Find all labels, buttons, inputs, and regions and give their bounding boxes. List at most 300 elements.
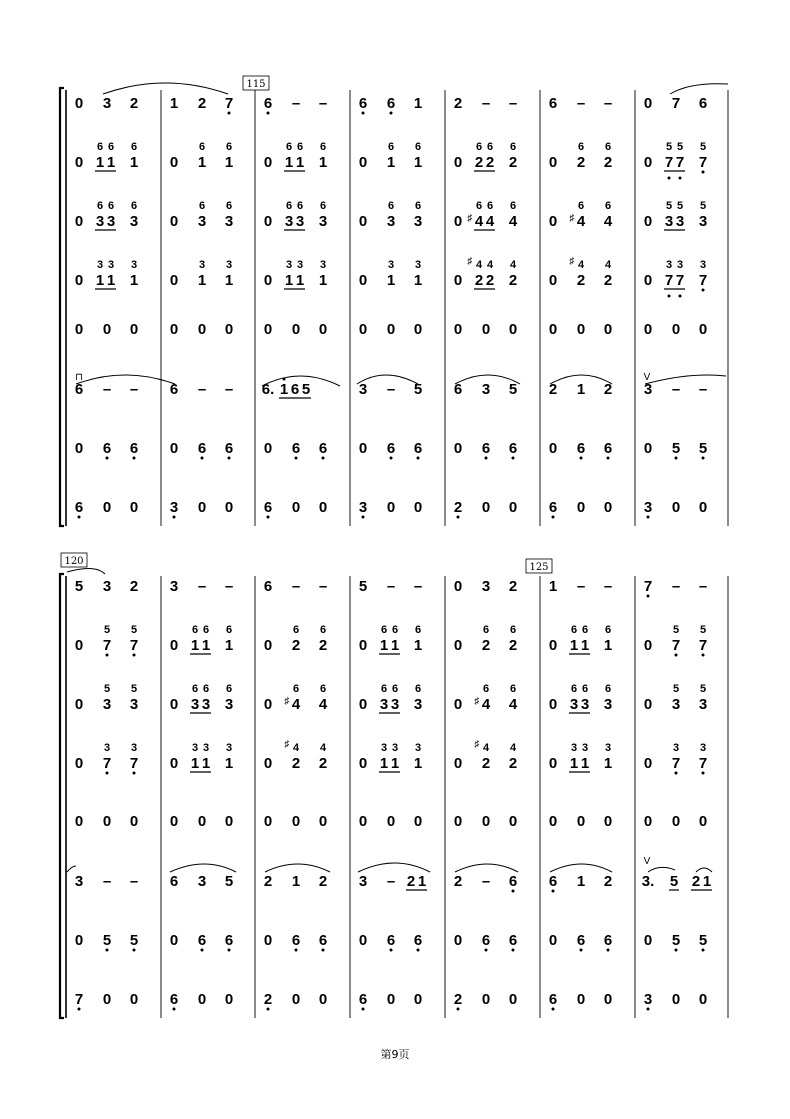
note: 3 [481, 578, 491, 595]
harmony-digit: 6 [285, 200, 293, 212]
note: 0 [102, 321, 112, 338]
low-octave-dot [702, 289, 705, 292]
note: 1 [279, 381, 289, 398]
note: 0 [291, 813, 301, 830]
harmony-digit: 3 [604, 742, 612, 754]
note: 2 [318, 637, 328, 654]
slur [67, 866, 76, 872]
note: 1 [386, 272, 396, 289]
sharp-sign: ♯ [284, 696, 290, 707]
low-octave-dot [133, 949, 136, 952]
dash-note: – [576, 578, 586, 595]
note: 1 [224, 272, 234, 289]
note: 2 [508, 637, 518, 654]
harmony-digit: 3 [672, 742, 680, 754]
low-octave-dot [267, 112, 270, 115]
harmony-digit: 6 [475, 141, 483, 153]
note: 0 [548, 272, 558, 289]
note: 1 [295, 272, 305, 289]
low-octave-dot [417, 457, 420, 460]
note: 6 [481, 440, 491, 457]
harmony-digit: 3 [570, 742, 578, 754]
harmony-digit: 5 [665, 200, 673, 212]
note: 0 [169, 696, 179, 713]
note: 6 [169, 991, 179, 1008]
note: 1 [569, 637, 579, 654]
note: 2 [508, 154, 518, 171]
note: 0 [74, 813, 84, 830]
note: 6 [481, 932, 491, 949]
low-octave-dot [228, 457, 231, 460]
note: 6 [548, 499, 558, 516]
note: 0 [386, 321, 396, 338]
note: 0 [643, 755, 653, 772]
low-octave-dot [417, 949, 420, 952]
note: 1 [318, 272, 328, 289]
note: 2 [508, 755, 518, 772]
slur [358, 863, 430, 872]
low-octave-dot [390, 457, 393, 460]
note: 0 [102, 499, 112, 516]
note: 2 [263, 991, 273, 1008]
note: 4 [508, 696, 518, 713]
note: 0 [453, 813, 463, 830]
note: 1 [284, 272, 294, 289]
dash-note: – [603, 578, 613, 595]
note: 0 [169, 213, 179, 230]
note: 2 [197, 95, 207, 112]
note: 6 [508, 440, 518, 457]
note: 2 [263, 873, 273, 890]
harmony-digit: 3 [665, 259, 673, 271]
harmony-digit: 3 [285, 259, 293, 271]
note: 2 [576, 272, 586, 289]
harmony-digit: 6 [414, 141, 422, 153]
low-octave-dot [457, 516, 460, 519]
sharp-sign: ♯ [467, 213, 473, 224]
note: 3 [580, 696, 590, 713]
note: 0 [74, 154, 84, 171]
note: 6 [224, 932, 234, 949]
note: 3 [224, 696, 234, 713]
page-number: 第9页 [380, 1048, 410, 1061]
note: 3 [643, 991, 653, 1008]
low-octave-dot [580, 457, 583, 460]
note: 6 [318, 932, 328, 949]
note: 0 [169, 154, 179, 171]
note: 6 [698, 95, 708, 112]
low-octave-dot [201, 457, 204, 460]
note: 0 [548, 213, 558, 230]
note: 5 [102, 932, 112, 949]
note: 0 [508, 991, 518, 1008]
system-2 [60, 574, 728, 1018]
low-octave-dot [173, 516, 176, 519]
sharp-sign: ♯ [474, 696, 480, 707]
harmony-digit: 6 [577, 141, 585, 153]
note: 7 [698, 154, 708, 171]
low-octave-dot [675, 654, 678, 657]
harmony-digit: 6 [387, 141, 395, 153]
note: 1 [580, 755, 590, 772]
note: 0 [671, 499, 681, 516]
harmony-digit: 6 [509, 200, 517, 212]
note: 6 [263, 95, 273, 112]
sharp-sign: ♯ [569, 256, 575, 267]
note: 2 [474, 272, 484, 289]
note: 6 [197, 440, 207, 457]
dash-note: – [576, 95, 586, 112]
note: 4 [576, 213, 586, 230]
harmony-digit: 4 [509, 742, 517, 754]
slur [645, 375, 726, 384]
note: 0 [386, 813, 396, 830]
note: 1 [603, 755, 613, 772]
note: 5 [129, 932, 139, 949]
harmony-digit: 5 [676, 200, 684, 212]
note: 1 [413, 272, 423, 289]
note: 3 [169, 499, 179, 516]
harmony-digit: 3 [96, 259, 104, 271]
note: 0 [698, 499, 708, 516]
note: 0 [358, 637, 368, 654]
note: 2 [603, 873, 613, 890]
note: 0 [358, 154, 368, 171]
low-octave-dot [675, 949, 678, 952]
note: 0 [453, 696, 463, 713]
low-octave-dot [106, 949, 109, 952]
note: 7 [129, 755, 139, 772]
system-bracket [60, 574, 64, 1018]
note: 0 [263, 637, 273, 654]
note: 0 [481, 321, 491, 338]
note: 0 [318, 321, 328, 338]
note: 6 [290, 381, 300, 398]
note: 3 [413, 696, 423, 713]
low-octave-dot [362, 516, 365, 519]
note: 0 [453, 213, 463, 230]
note: 1 [129, 154, 139, 171]
note: 0 [263, 154, 273, 171]
note: 0 [603, 813, 613, 830]
low-octave-dot [78, 516, 81, 519]
note: 0 [576, 813, 586, 830]
note: 3 [390, 696, 400, 713]
note: 0 [453, 154, 463, 171]
measure-number-125: 125 [529, 562, 549, 573]
harmony-digit: 3 [676, 259, 684, 271]
note: 6. [261, 381, 275, 398]
note: 0 [643, 440, 653, 457]
note: 0 [643, 637, 653, 654]
harmony-digit: 4 [475, 259, 483, 271]
slur [76, 375, 175, 384]
harmony-digit: 3 [225, 742, 233, 754]
note: 1 [201, 755, 211, 772]
note: 3 [643, 499, 653, 516]
note: 3 [358, 499, 368, 516]
note: 3 [95, 213, 105, 230]
note: 6 [413, 440, 423, 457]
note: 5 [74, 578, 84, 595]
note: 5 [508, 381, 518, 398]
low-octave-dot [647, 595, 650, 598]
harmony-digit: 6 [509, 141, 517, 153]
note: 2 [291, 637, 301, 654]
note: 7 [643, 578, 653, 595]
note: 0 [576, 321, 586, 338]
low-octave-dot [552, 890, 555, 893]
note: 0 [508, 321, 518, 338]
note: 1 [95, 272, 105, 289]
note: 0 [318, 813, 328, 830]
dash-note: – [671, 578, 681, 595]
sharp-sign: ♯ [474, 739, 480, 750]
note: 1 [169, 95, 179, 112]
dash-note: – [386, 578, 396, 595]
note: 7 [664, 154, 674, 171]
note: 1 [548, 578, 558, 595]
note: 3 [197, 213, 207, 230]
harmony-digit: 6 [482, 624, 490, 636]
note: 0 [318, 991, 328, 1008]
note: 1 [379, 755, 389, 772]
note: 0 [603, 499, 613, 516]
low-octave-dot [668, 295, 671, 298]
note: 6 [291, 440, 301, 457]
note: 3 [201, 696, 211, 713]
dash-note: – [481, 873, 491, 890]
note: 5 [301, 381, 311, 398]
harmony-digit: 3 [319, 259, 327, 271]
note: 0 [197, 813, 207, 830]
note: 0 [74, 932, 84, 949]
note: 6 [197, 932, 207, 949]
note: 0 [548, 813, 558, 830]
note: 6 [508, 873, 518, 890]
harmony-digit: 6 [107, 141, 115, 153]
low-octave-dot [133, 457, 136, 460]
note: 2 [508, 272, 518, 289]
harmony-digit: 6 [202, 624, 210, 636]
note: 1 [201, 637, 211, 654]
note: 4 [603, 213, 613, 230]
note: 3 [224, 213, 234, 230]
note: 0 [358, 272, 368, 289]
harmony-digit: 6 [391, 683, 399, 695]
harmony-digit: 6 [486, 200, 494, 212]
note: 6 [263, 499, 273, 516]
note: 6 [386, 440, 396, 457]
note: 0 [548, 755, 558, 772]
note: 4 [474, 213, 484, 230]
note: 0 [291, 499, 301, 516]
harmony-digit: 3 [130, 742, 138, 754]
note: 0 [453, 578, 463, 595]
note: 3 [358, 873, 368, 890]
dash-note: – [102, 381, 112, 398]
low-octave-dot [552, 1008, 555, 1011]
note: 7 [102, 755, 112, 772]
up-bow-mark: V [643, 372, 651, 383]
slur [170, 864, 236, 872]
dash-note: – [291, 95, 301, 112]
low-octave-dot [702, 949, 705, 952]
note: 0 [548, 637, 558, 654]
note: 1 [569, 755, 579, 772]
note: 0 [386, 991, 396, 1008]
note: 3 [74, 873, 84, 890]
note: 3 [106, 213, 116, 230]
harmony-digit: 5 [699, 624, 707, 636]
note: 6 [548, 991, 558, 1008]
note: 3 [643, 381, 653, 398]
note: 7 [224, 95, 234, 112]
note: 1 [291, 873, 301, 890]
note: 7 [698, 637, 708, 654]
note: 1 [702, 873, 712, 890]
harmony-digit: 6 [319, 200, 327, 212]
note: 6 [169, 381, 179, 398]
dash-note: – [386, 381, 396, 398]
harmony-digit: 3 [581, 742, 589, 754]
note: 1 [413, 95, 423, 112]
note: 0 [671, 321, 681, 338]
note: 1 [224, 637, 234, 654]
note: 1 [413, 637, 423, 654]
note: 1 [386, 154, 396, 171]
note: 2 [406, 873, 416, 890]
harmony-digit: 6 [225, 624, 233, 636]
harmony-digit: 5 [676, 141, 684, 153]
low-octave-dot [362, 112, 365, 115]
note: 1 [129, 272, 139, 289]
dash-note: – [508, 95, 518, 112]
harmony-digit: 4 [604, 259, 612, 271]
note: 0 [643, 696, 653, 713]
down-bow-mark: ⊓ [75, 372, 83, 383]
note: 1 [576, 381, 586, 398]
note: 6 [74, 381, 84, 398]
note: 7 [671, 95, 681, 112]
low-octave-dot [512, 949, 515, 952]
note: 2 [603, 272, 613, 289]
note: 2 [481, 755, 491, 772]
note: 0 [169, 637, 179, 654]
harmony-digit: 6 [319, 683, 327, 695]
dash-note: – [224, 578, 234, 595]
note: 0 [508, 499, 518, 516]
low-octave-dot [267, 1008, 270, 1011]
note: 6 [318, 440, 328, 457]
note: 1 [106, 272, 116, 289]
note: 3 [675, 213, 685, 230]
harmony-digit: 6 [319, 141, 327, 153]
low-octave-dot [485, 949, 488, 952]
note: 2 [129, 95, 139, 112]
harmony-digit: 6 [414, 624, 422, 636]
note: 7 [675, 272, 685, 289]
low-octave-dot [607, 457, 610, 460]
harmony-digit: 6 [604, 141, 612, 153]
note: 6 [508, 932, 518, 949]
harmony-digit: 6 [414, 200, 422, 212]
note: 1 [576, 873, 586, 890]
note: 1 [390, 755, 400, 772]
note: 1 [580, 637, 590, 654]
note: 1 [190, 637, 200, 654]
harmony-digit: 6 [509, 683, 517, 695]
slur [103, 83, 228, 94]
note: 0 [413, 499, 423, 516]
low-octave-dot [106, 654, 109, 657]
measure-number-120: 120 [64, 556, 84, 567]
note: 0 [358, 932, 368, 949]
note: 6 [291, 932, 301, 949]
slur [648, 867, 675, 872]
harmony-digit: 6 [570, 683, 578, 695]
note: 0 [291, 321, 301, 338]
note: 1 [197, 272, 207, 289]
note: 0 [74, 321, 84, 338]
note: 0 [263, 813, 273, 830]
slur [455, 864, 518, 872]
note: 0 [643, 932, 653, 949]
dash-note: – [102, 873, 112, 890]
low-octave-dot [702, 171, 705, 174]
note: 0 [102, 991, 112, 1008]
note: 7 [675, 154, 685, 171]
note: 0 [643, 272, 653, 289]
note: 1 [224, 755, 234, 772]
slur [696, 868, 712, 872]
harmony-digit: 6 [604, 624, 612, 636]
note: 3 [129, 213, 139, 230]
note: 6 [548, 95, 558, 112]
note: 0 [263, 696, 273, 713]
harmony-digit: 6 [191, 683, 199, 695]
note: 0 [169, 272, 179, 289]
harmony-digit: 6 [380, 683, 388, 695]
dash-note: – [318, 95, 328, 112]
harmony-digit: 5 [672, 683, 680, 695]
note: 3 [102, 696, 112, 713]
note: 1 [224, 154, 234, 171]
harmony-digit: 6 [202, 683, 210, 695]
low-octave-dot [362, 1008, 365, 1011]
note: 6 [102, 440, 112, 457]
harmony-digit: 6 [604, 200, 612, 212]
system-1 [60, 88, 728, 526]
note: 4 [318, 696, 328, 713]
note: 7 [671, 755, 681, 772]
note: 1 [95, 154, 105, 171]
note: 6 [358, 95, 368, 112]
dash-note: – [698, 578, 708, 595]
harmony-digit: 6 [130, 141, 138, 153]
note: 7 [74, 991, 84, 1008]
note: 0 [481, 499, 491, 516]
low-octave-dot [133, 772, 136, 775]
harmony-digit: 6 [319, 624, 327, 636]
low-octave-dot [106, 772, 109, 775]
note: 0 [548, 440, 558, 457]
harmony-digit: 6 [482, 683, 490, 695]
note: 0 [481, 813, 491, 830]
harmony-digit: 5 [699, 683, 707, 695]
note: 3 [169, 578, 179, 595]
dash-note: – [413, 578, 423, 595]
